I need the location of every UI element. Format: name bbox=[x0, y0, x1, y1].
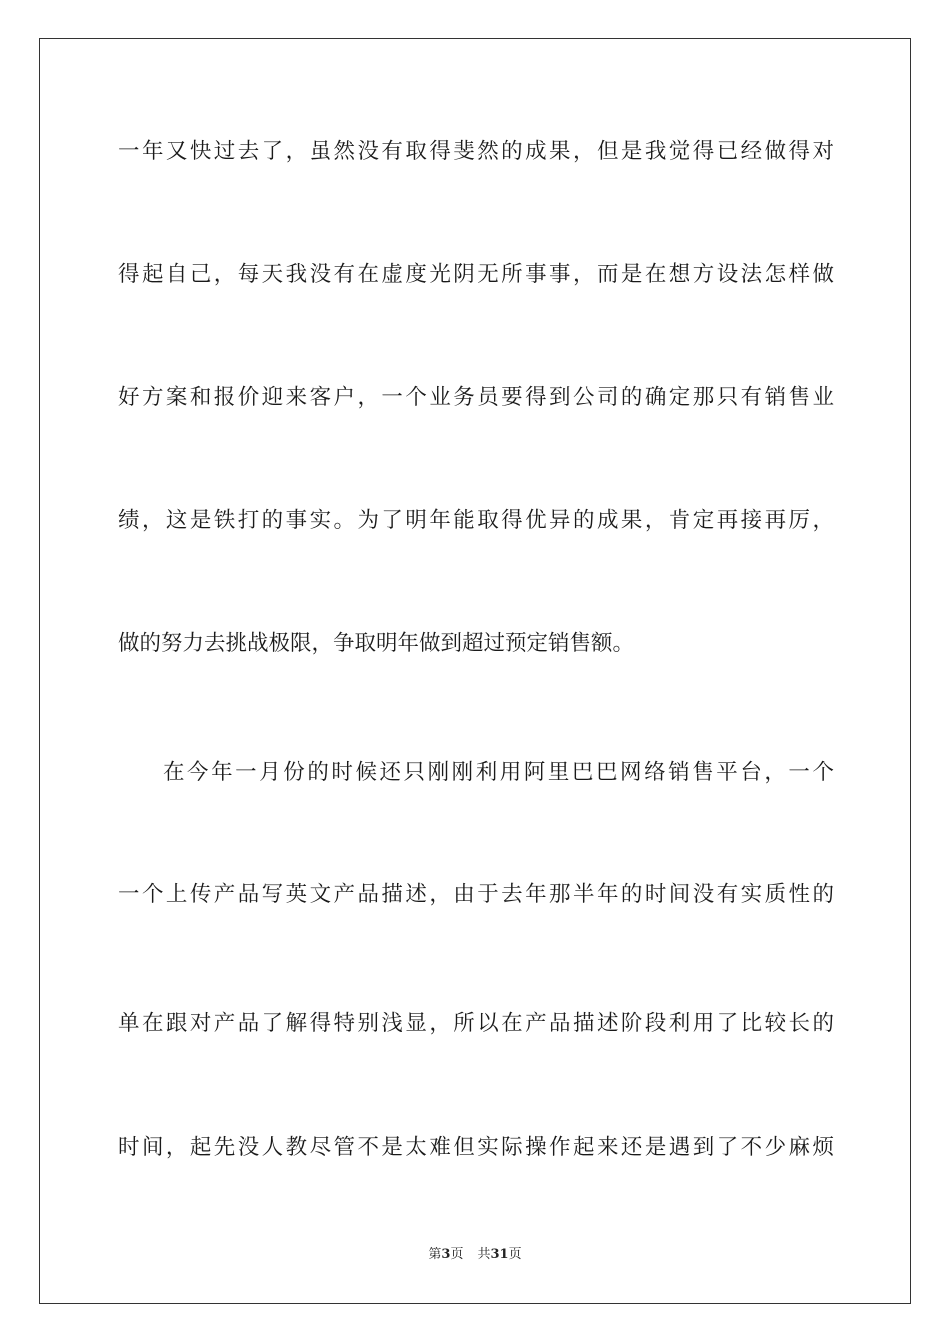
body-line-8: 单在跟对产品了解得特别浅显，所以在产品描述阶段利用了比较长的 bbox=[118, 1011, 834, 1036]
body-line-3: 好方案和报价迎来客户，一个业务员要得到公司的确定那只有销售业 bbox=[118, 385, 834, 410]
page-border bbox=[39, 38, 911, 1304]
page-suffix: 页 bbox=[450, 1247, 464, 1262]
page-number: 3 bbox=[441, 1247, 451, 1262]
body-line-7: 一个上传产品写英文产品描述，由于去年那半年的时间没有实质性的 bbox=[118, 882, 834, 907]
body-line-4: 绩，这是铁打的事实。为了明年能取得优异的成果，肯定再接再厉， bbox=[118, 508, 834, 533]
body-line-2: 得起自己，每天我没有在虚度光阴无所事事，而是在想方设法怎样做 bbox=[118, 262, 834, 287]
body-line-5: 做的努力去挑战极限，争取明年做到超过预定销售额。 bbox=[118, 631, 635, 656]
page-footer bbox=[0, 1246, 950, 1264]
body-line-6: 在今年一月份的时候还只刚刚利用阿里巴巴网络销售平台，一个 bbox=[163, 760, 834, 785]
total-prefix: 共 bbox=[477, 1247, 491, 1262]
page-prefix: 第 bbox=[428, 1247, 442, 1262]
total-pages: 31 bbox=[490, 1247, 509, 1262]
body-line-9: 时间，起先没人教尽管不是太难但实际操作起来还是遇到了不少麻烦 bbox=[118, 1135, 834, 1160]
body-line-1: 一年又快过去了，虽然没有取得斐然的成果，但是我觉得已经做得对 bbox=[118, 139, 834, 164]
total-suffix: 页 bbox=[508, 1247, 522, 1262]
